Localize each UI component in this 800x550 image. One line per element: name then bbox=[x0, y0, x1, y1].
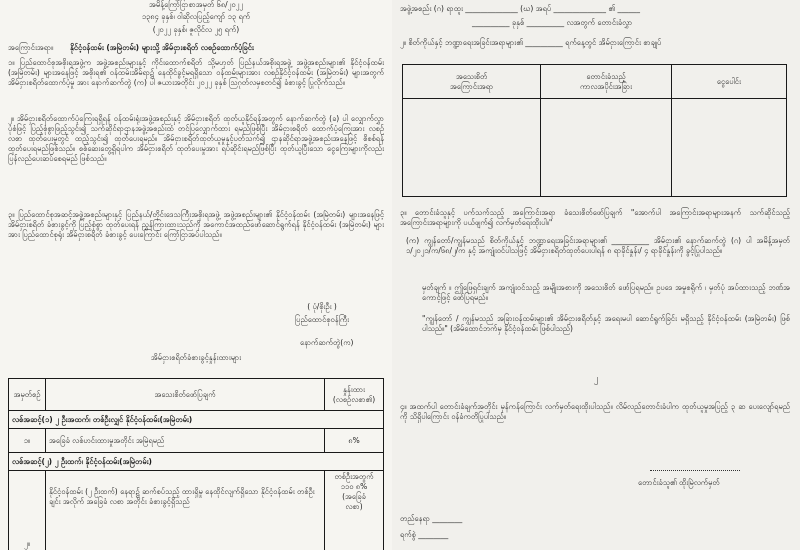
order-number: အမိန့်ကြော်ငြာစာအမှတ် ၆၈/၂၀၂၂ bbox=[149, 0, 243, 9]
row-rate: ၈% bbox=[325, 429, 384, 453]
table-title: အိမ်ငှားစရိတ်ခံစားခွင့်နှုန်းထားများ bbox=[150, 353, 242, 362]
claim-table bbox=[402, 64, 787, 197]
subject-label: အကြောင်းအရာ။ bbox=[8, 43, 54, 52]
claim-cell-empty bbox=[403, 99, 541, 197]
signature-title: ပြည်ထောင်စုဝန်ကြီး bbox=[294, 315, 350, 324]
row-desc: နိုင်ငံ့ဝန်ထမ်း (၂ ဦးထက်) နေရာ၌ ဆက်စပ်သည့် ထားရှိမှု နေထိုင်လျက်ရှိသော နိုင်ငံ့ဝန်ထမ်း တစ်ဦးချင်း အလိုက် အခြေခံ လစာ အတိုင်း ခံစားခွင့်ရှိသည် bbox=[46, 471, 325, 550]
claim-cell-empty bbox=[541, 99, 672, 197]
col-header-no: အမှတ်စဉ် bbox=[9, 379, 46, 411]
left-page bbox=[0, 0, 392, 550]
subject-text: နိုင်ငံ့ဝန်ထမ်း (အမြဲတမ်း) များသို့ အိမ်ငှားစရိတ် လစဉ်ထောက်ပံ့ခြင်း bbox=[70, 43, 254, 52]
row-rate: တစ်ဦးအတွက် ၁၁၀ ၈% (အခြေခံ လစာ) bbox=[325, 471, 384, 550]
item-3-note: မှတ်ချက် ။ ဤဖြေရှင်းချက် အကျုံးဝင်သည့် အမျိုးအစားကို အသေးစိတ် ဖော်ပြရမည်။ ဥပဒေ အမှုစရိုက် ၊ မှတ်ပုံ အပ်ထားသည့် ဘဏ်အကောင့်ဖြင့် ဖော်ပြရမည်။ bbox=[422, 283, 790, 302]
col-header-desc: အသေးစိတ်ဖော်ပြချက် bbox=[46, 379, 325, 411]
row-desc: အခြေခံ လစ်ဟင်းထားမှုအတိုင်း အမြဲရမည် bbox=[46, 429, 325, 453]
item-3-declaration: "ကျွန်တော် / ကျွန်မသည် အခြားဝန်ထမ်းများ၏ အိမ်ငှားစရိတ်နှင့် အရေးမပါ ဆောင်ရွက်ခြင်း မရှိသည့် နိုင်ငံ့ဝန်ထမ်း (အမြဲတမ်း) ဖြစ်ပါသည်။" (အိမ်ထောင်ဘက်မှ နိုင်ငံ့ဝန်ထမ်း ဖြစ်ပါသည်) bbox=[422, 314, 790, 333]
form-line-1: အဖွဲ့အစည်း (ဂ) ရာထူး ______________ (ဃ) အရပ် ______________ ၏ ______ bbox=[400, 4, 640, 13]
item-4: ၄။ အထက်ပါ တောင်းခံချက်အတိုင်း မှန်ကန်ကြောင်း လက်မှတ်ရေးထိုးပါသည်။ လိမ်လည်တောင်းခံပါက ထုတ်ယူမှုအပြည့် ၃ ဆ ပေးလျော်ရမည်ကို သိရှိပါကြောင်း ဝန်ခံကတိပြုပါသည်။ bbox=[400, 402, 790, 421]
signature-line bbox=[650, 470, 740, 471]
row-no: ၁။ bbox=[9, 429, 46, 453]
table-row bbox=[403, 99, 787, 197]
signature-name: ( ပုံ/စိုးဦး ) bbox=[307, 302, 337, 311]
table-row bbox=[9, 471, 384, 550]
item-3-intro: ၃။ တောင်းခံသူနှင့် ပက်သက်သည့် အကြောင်းအရာ ခံသေးစိတ်ဖော်ပြချက် "အောက်ပါ အကြောင်းအရာများအနက် သက်ဆိုင်သည့် အကြောင်းအရာများကို ပယ်ဖျက်၍ လက်မှတ်ရေးထိုးပါ။" bbox=[400, 208, 790, 227]
item-2: ၂။ စိတ်ကိုယ်နှင့် ဘဏ္ဍာရေးအခြင်းအရာများ၏ __________ ရက်နေ့တွင် အိမ်ငှားကြောင်း စာချုပ် bbox=[400, 38, 662, 47]
myanmar-date: ၁၃၈၄ ခုနှစ်၊ ဝါဆိုလပြည့်ကျော် ၁၃ ရက် bbox=[141, 12, 251, 21]
form-line-2: __________ ခုနှစ် __________ လအတွက် တောင်းခံလွှာ bbox=[472, 18, 633, 27]
date-field: ရက်စွဲ ________ bbox=[400, 530, 449, 539]
table-row bbox=[9, 429, 384, 453]
col-header-rate: နှုန်းထား (လစဉ်လစာ၏) bbox=[325, 379, 384, 411]
claim-col-amount: ငွေပေါင်း bbox=[671, 65, 786, 99]
item-3-a: (က) ကျွန်တော်/ကျွန်မသည် စိတ်ကိုယ်နှင့် ဘဏ္ဍာရေးအခြင်းအရာများ၏ __________ အိမ်ငှား၏ နောက်ဆက်တွဲ (ဂ) ပါ အမိန့်အမှတ် ၁/၂၀၂၁/က/၆၈/၂/က နှင့် အကျုံးဝင်ပါသဖြင့် အိမ်ငှားစရိတ်ထုတ်ပေးပါရန် ၈ ရာခိုင်နှုန်း/ ၄ ရာခိုင်နှုန်းကို ခွင့်ပြုပါသည်။ bbox=[406, 236, 790, 255]
row-no: ၂။ bbox=[9, 471, 46, 550]
paragraph-1: ၁။ ပြည်ထောင်စုအစိုးရအဖွဲ့က အဖွဲ့အစည်းများနှင့် ကိုင်းထောက်စရိတ် သို့မဟုတ် ပြည်နယ်အစိုးရအဖွဲ့ အဖွဲ့အစည်းများ၏ နိုင်ငံ့ဝန်ထမ်း (အမြဲတမ်း) များအနေဖြင့် အစိုးရ၏ ဝန်ထမ်းအိမ်ရာ၌ နေထိုင်ခွင့်မရရှိသော ဝန်ထမ်းများအား လစဉ်နိုင်ငံ့ဝန်ထမ်း (အမြဲတမ်း) များအတွက် အိမ်ငှားစရိတ်ထောက်ပံ့မှု အား နောက်ဆက်တွဲ (က) ပါ ဇယားအတိုင်း ၂၀၂၂ ခုနှစ် ဩဂုတ်လမှစတင်၍ ခံစားခွင့် ပြုလိုက်သည်။ bbox=[8, 58, 384, 87]
paragraph-2: ၂။ အိမ်ငှားစရိတ်ထောက်ပံ့ကြေးရရှိရန် ဝန်ထမ်းရုံးအဖွဲ့အစည်းနှင့် အိမ်ငှားစရိတ် ထုတ်ယူနိုင်ရန်အတွက် နောက်ဆက်တွဲ (ခ) ပါ လျှောက်လွှာပုံစံဖြင့် ပြည့်စုံစွာဖြည့်သွင်း၍ သက်ဆိုင်ရာဌာနအဖွဲ့အစည်းထံ တင်ပြလျှောက်ထား ရမည်ဖြစ်ပြီး အိမ်ငှားစရိတ် ထောက်ပံ့ကြေးအား လစဉ်လစာ ထုတ်ပေးမှုတွင် ထည့်သွင်း၍ ထုတ်ပေးရမည်။ အိမ်ငှားစရိတ်ထုတ်ယူမှုနှင့်ပတ်သက်၍ ဌာနဆိုင်ရာအဖွဲ့အစည်းအနေဖြင့် စိစစ်ရန် ထုတ်ပေးရမည်ဖြစ်သည်။ စစ်ဆေးတွေ့ရှိရပါက အိမ်ငှားစရိတ် ထုတ်ပေးမှုအား ရပ်ဆိုင်းရမည်ဖြစ်ပြီး ထုတ်ယူပြီးသော ငွေကြေးများကိုလည်း ပြန်လည်ပေးဆပ်စေရမည် ဖြစ်သည်။ bbox=[8, 114, 384, 163]
place-field: တည်နေရာ ________ bbox=[400, 514, 463, 523]
table-section-row: လစ်အဆင့်(၂) ၂ ဦးထက်၊ နိုင်ငံ့ဝန်ထမ်း(အမြဲတမ်း) bbox=[9, 453, 384, 471]
claim-col-details: အသေးစိတ် အကြောင်းအရာ bbox=[403, 65, 541, 99]
allowance-rate-table bbox=[8, 378, 384, 550]
signature-label: တောင်းခံသူ၏ ထိုးမြဲလက်မှတ် bbox=[638, 478, 720, 487]
right-page bbox=[392, 0, 800, 550]
annex-a-label: နောက်ဆက်တွဲ(က) bbox=[300, 338, 354, 347]
gregorian-date: (၂၀၂၂ ခုနှစ်၊ ဇူလိုင်လ ၂၅ ရက်) bbox=[152, 25, 240, 34]
table-section-row: လစ်အဆင့်(၁) ၂ ဦးအထက်၊ တစ်ဦးလျှင် နိုင်ငံ့ဝန်ထမ်း(အမြဲတမ်း) bbox=[9, 411, 384, 429]
page-number: ၂ bbox=[593, 374, 599, 384]
paragraph-3: ၃။ ပြည်ထောင်စုအဆင့်အဖွဲ့အစည်းများနှင့် ပြည်နယ်/တိုင်းဒေသကြီးအစိုးရအဖွဲ့ အဖွဲ့အစည်းများ၏ နိုင်ငံ့ဝန်ထမ်း (အမြဲတမ်း) များအနေဖြင့် အိမ်ငှားစရိတ် ခံစားခွင့်ကို ပြည့်စုံစွာ ထုတ်ပေးရန် ညွှန်ကြားထားသည်ကို အကောင်အထည်ဖော်ဆောင်ရွက်ရန် နိုင်ငံ့ဝန်ထမ်း (အမြဲတမ်း) များအား ပြည်ထောင်စုရုံး အိမ်ငှားစရိတ် ခံစားခွင့် ပေးကြောင်း ကြော်ငြာအပ်ပါသည်။ bbox=[8, 210, 384, 239]
claim-col-period: တောင်းခံသည့် ကာလအပိုင်းအခြား bbox=[541, 65, 672, 99]
claim-cell-empty bbox=[671, 99, 786, 197]
